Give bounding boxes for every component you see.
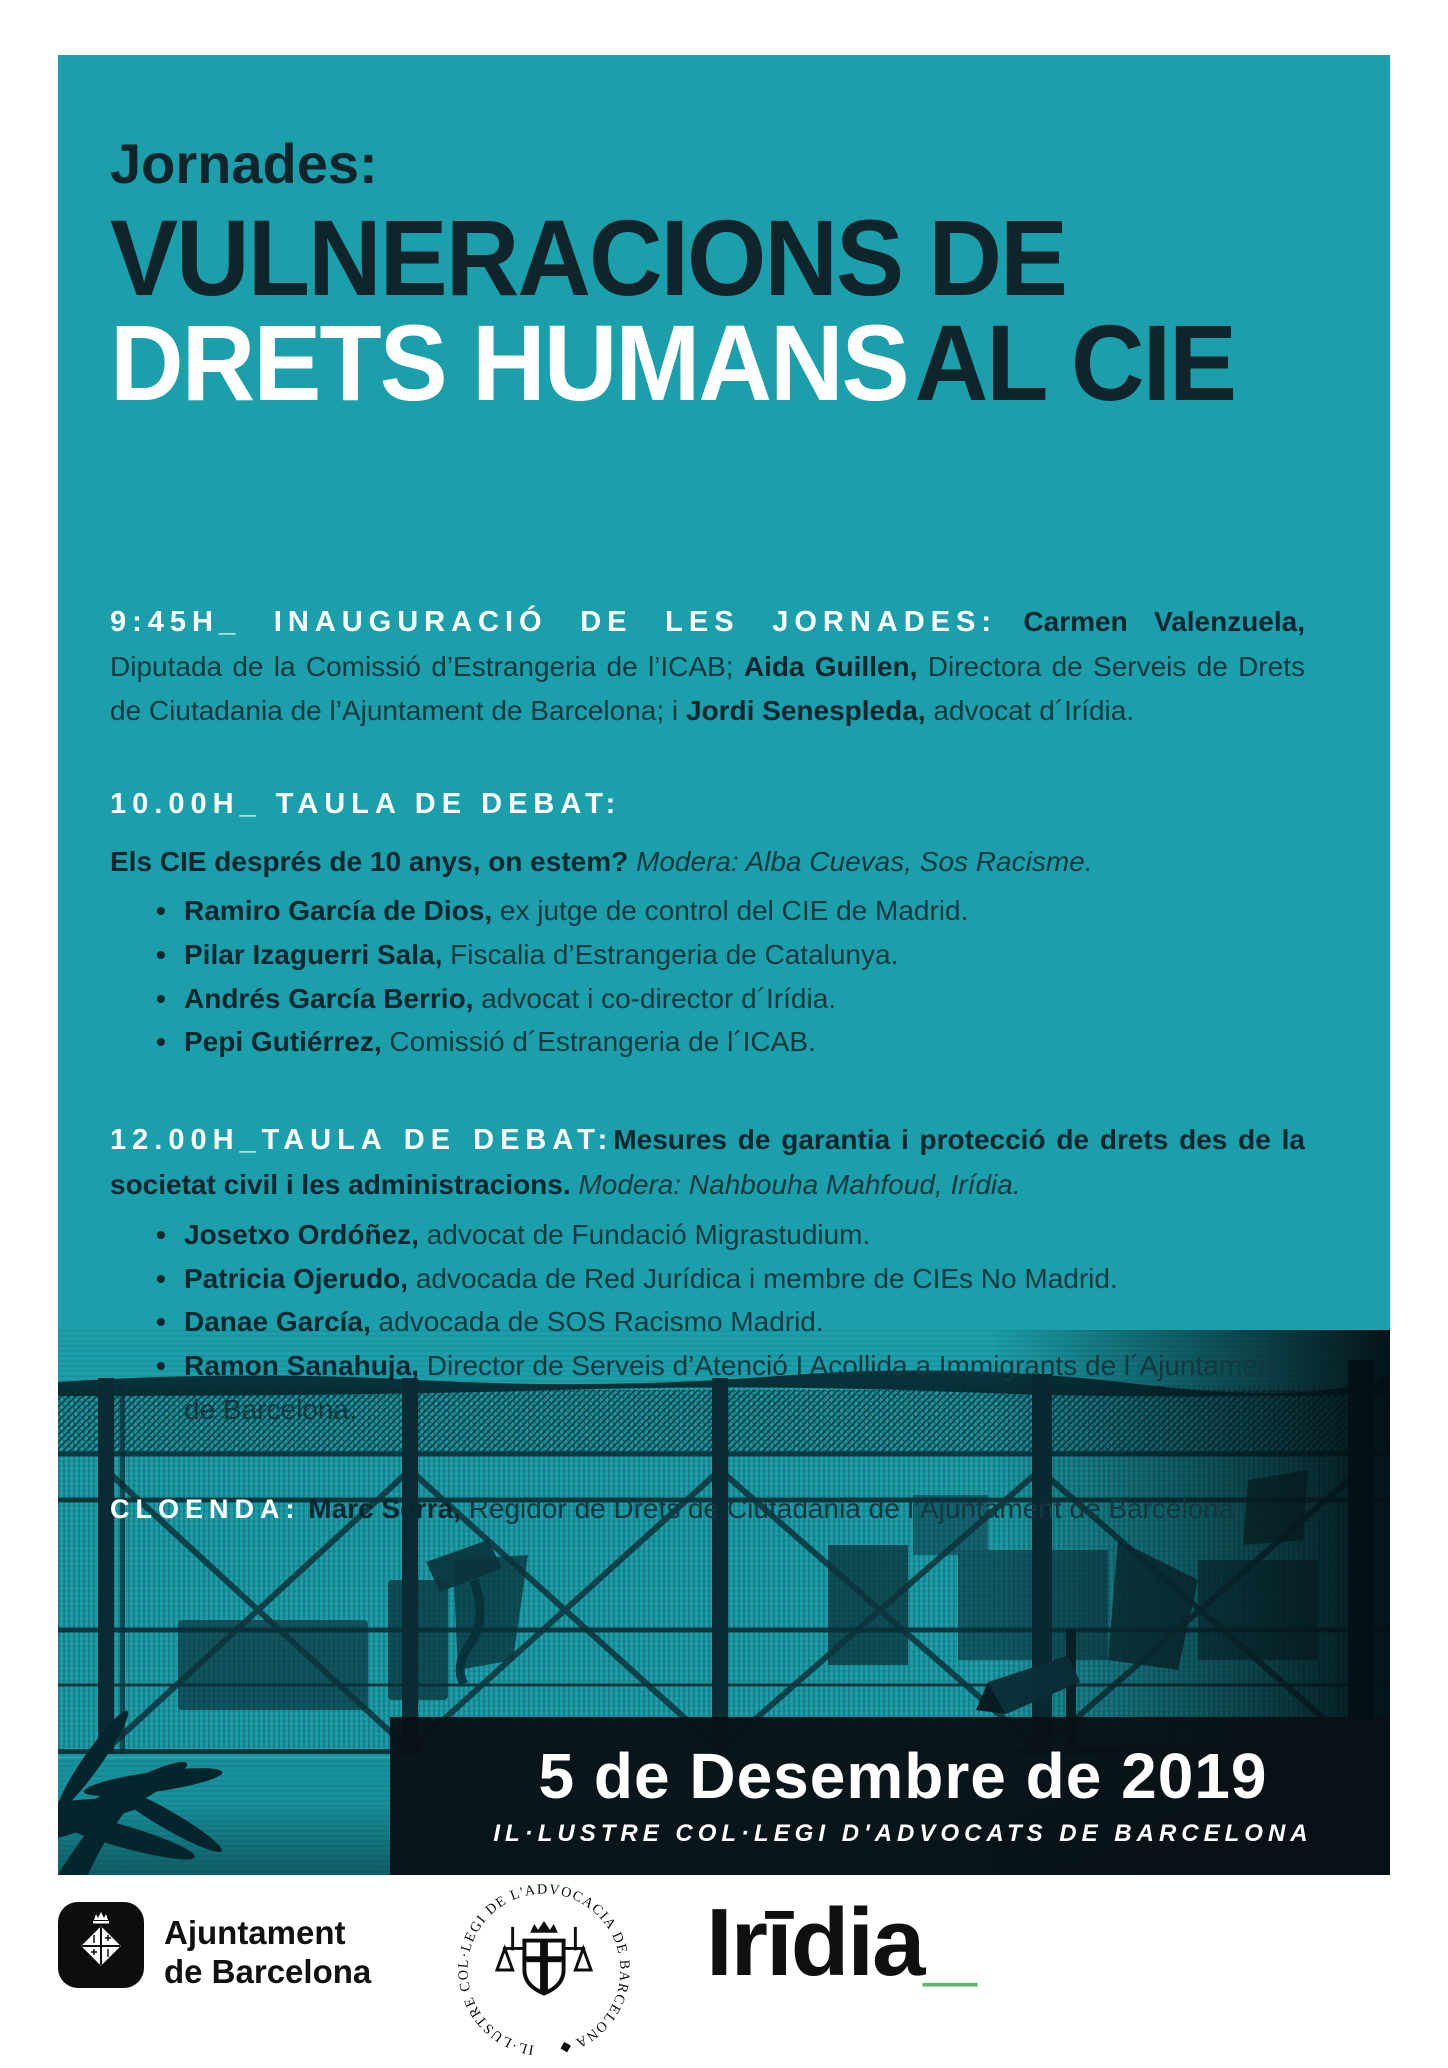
speaker-name: Aida Guillen, [743,651,918,683]
session-inauguracio [110,600,1305,733]
title-line2-black: AL CIE [914,302,1236,424]
speaker-name: Danae García, [184,1306,371,1338]
bullet-icon: • [156,1218,166,1250]
icab-crest-icon [497,1921,591,1994]
speaker-role: Directora de Serveis de Drets de Ciutadania de l’Ajuntament de Barcelona; i [110,651,1305,726]
poster-kicker: Jornades: [110,132,378,195]
session-debat1-heading: 10.00H_ TAULA DE DEBAT: [110,788,622,821]
bullet-icon: • [156,1306,166,1338]
list-item [156,1020,1305,1064]
list-item [156,1300,1305,1344]
speaker-name: Josetxo Ordóñez, [184,1218,419,1250]
debat2-lead [110,1118,1305,1207]
footer-logos [58,1880,1390,2058]
speaker-role: Director de Serveis d’Atenció I Acollida a Immigrants de l´Ajuntament de Barcelona. [184,1349,1282,1425]
session-inauguracio-heading: 9:45H_ INAUGURACIÓ DE LES JORNADES: [110,605,998,638]
speaker-role: Fiscalia d’Estrangeria de Catalunya. [442,939,899,971]
iridia-green-underscore-icon: _ [923,1889,977,1996]
date-banner [390,1717,1390,1875]
list-item [156,933,1305,977]
speaker-role: advocada de SOS Racismo Madrid. [370,1306,824,1338]
speaker-name: Pepi Gutiérrez, [184,1026,382,1058]
debat2-speakers [110,1213,1305,1431]
speaker-role: advocat d´Irídia. [925,694,1135,726]
ajuntament-barcelona-label [164,1914,371,1992]
speaker-role: ex jutge de control del CIE de Madrid. [492,895,969,927]
title-line1: VULNERACIONS DE [110,197,1067,319]
speaker-role: Regidor de Drets de Ciutadania de l’Ajuntament de Barcelona. [460,1493,1243,1525]
speaker-role: advocat de Fundació Migrastudium. [418,1218,871,1250]
ajuntament-line2: de Barcelona [164,1952,372,1990]
speaker-name: Andrés García Berrio, [184,982,474,1014]
title-line2-white: DRETS HUMANS [110,302,908,424]
list-item [156,1344,1305,1431]
session-debat2-heading: 12.00H_TAULA DE DEBAT: [110,1124,614,1157]
icab-seal [446,1872,642,2068]
speaker-name: Jordi Senespleda, [685,694,926,726]
ajuntament-line1: Ajuntament [164,1914,346,1951]
icab-seal-circular-text: IL·LUSTRE COL·LEGI DE L'ADVOCACIA DE BARCELONA ◆ [455,1881,633,2058]
bullet-icon: • [156,939,166,971]
event-poster [58,55,1390,1875]
debat2-topic: Mesures de garantia i protecció de drets des de la societat civil i les administracions. [110,1124,1306,1201]
speaker-role: Diputada de la Comissió d’Estrangeria de l’ICAB; [110,651,744,683]
cloenda [110,1487,1305,1531]
speaker-role: advocada de Red Jurídica i membre de CIEs No Madrid. [408,1262,1118,1294]
speaker-name: Ramiro García de Dios, [184,895,493,927]
bullet-icon: • [156,1026,166,1058]
speaker-name: Pilar Izaguerri Sala, [184,939,443,971]
event-date: 5 de Desembre de 2019 [538,1740,1268,1812]
poster-title [110,197,1362,424]
speaker-role: Comissió d´Estrangeria de l´ICAB. [381,1026,816,1058]
speaker-role: advocat i co-director d´Irídia. [473,982,837,1014]
speaker-name: Ramon Sanahuja, [184,1349,419,1381]
iridia-wordmark [706,1888,977,1998]
session-debat1 [110,782,1305,1064]
debat1-moderator: Modera: Alba Cuevas, Sos Racisme. [628,845,1093,877]
bullet-icon: • [156,1262,166,1294]
debat1-topic: Els CIE després de 10 anys, on estem? [110,845,629,877]
list-item [156,889,1305,933]
iridia-text: Irīdia [706,1889,924,1996]
list-item [156,1213,1305,1257]
cloenda-label: CLOENDA: [110,1494,301,1525]
session-debat2 [110,1118,1305,1431]
debat1-speakers [110,889,1305,1064]
poster-content [58,55,1390,1531]
bullet-icon: • [156,895,166,927]
speaker-name: Patricia Ojerudo, [184,1262,409,1294]
list-item [156,977,1305,1021]
ajuntament-barcelona-logo [58,1902,144,1988]
list-item [156,1257,1305,1301]
bullet-icon: • [156,1349,166,1381]
speaker-name: Marc Serra, [300,1493,461,1525]
event-venue: IL·LUSTRE COL·LEGI D'ADVOCATS DE BARCELONA [493,1820,1313,1847]
debat2-moderator: Modera: Nahbouha Mahfoud, Irídia. [570,1169,1021,1201]
bullet-icon: • [156,982,166,1014]
speaker-name: Carmen Valenzuela, [1023,605,1306,637]
